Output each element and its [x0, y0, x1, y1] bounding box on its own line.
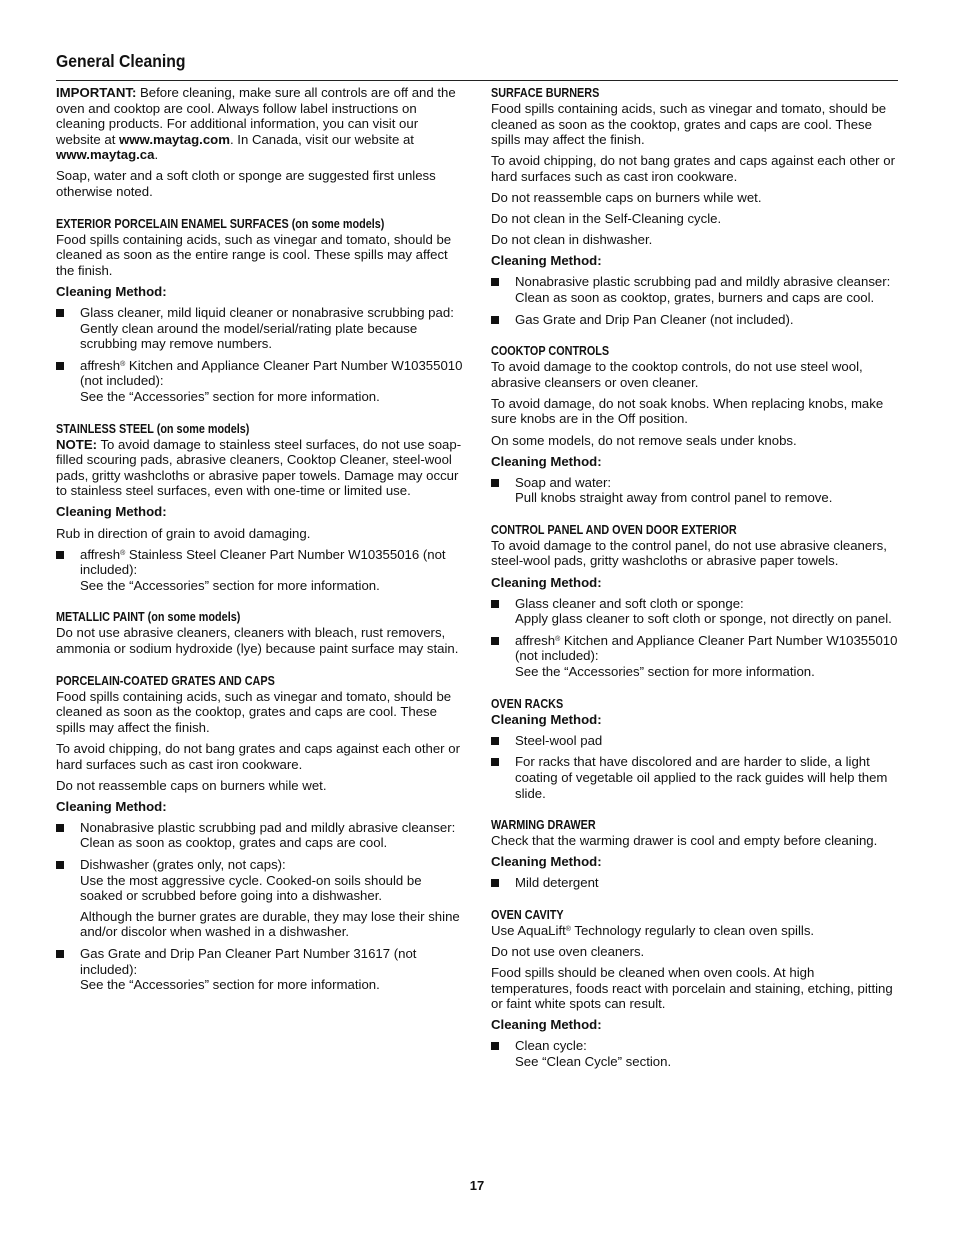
panel-p1: To avoid damage to the control panel, do not use abrasive cleaners, steel-wool pads, gritty washcloths or abrasive paper towels.: [491, 537, 887, 569]
cleaning-method-label: Cleaning Method:: [56, 798, 167, 814]
cavity-p2: Do not use oven cleaners.: [491, 943, 645, 959]
burners-p3: Do not reassemble caps on burners while wet.: [491, 189, 762, 205]
burners-p2: To avoid chipping, do not bang grates and caps against each other or hard surfaces such as cast iron cookware.: [491, 153, 895, 184]
controls-p1: To avoid damage to the cooktop controls, do not use steel wool, abrasive cleansers or oven cleaner.: [491, 359, 863, 390]
burners-p1: Food spills containing acids, such as vinegar and tomato, should be cleaned as soon as the cooktop, grates and caps are cool. These spills may affect the finish.: [491, 101, 887, 148]
important-text: Before cleaning, make sure all controls are off and the oven and cooktop are cool. Always follow label instructions on cleaning products. For additional information, you can visit our website at: [56, 85, 456, 147]
important-text-2: . In Canada, visit our website at: [229, 131, 414, 147]
bullet-icon: [56, 551, 64, 559]
list-item: Nonabrasive plastic scrubbing pad and mildly abrasive cleanser: Clean as soon as cooktop, grates, burners and caps are cool.: [491, 274, 898, 305]
page-number: 17: [469, 1178, 485, 1193]
important-paragraph: [56, 85, 463, 163]
stainless-rub: Rub in direction of grain to avoid damaging.: [56, 525, 311, 541]
grates-p2: To avoid chipping, do not bang grates and caps against each other or hard surfaces such as cast iron cookware.: [56, 740, 460, 772]
cleaning-method-label: Cleaning Method:: [491, 253, 602, 269]
bullet-icon: [491, 278, 499, 286]
list-item: Clean cycle: See “Clean Cycle” section.: [491, 1038, 898, 1069]
grates-p1: Food spills containing acids, such as vinegar and tomato, should be cleaned as soon as the cooktop, grates and caps are cool. These spills may affect the finish.: [56, 688, 452, 735]
bullet-icon: [56, 824, 64, 832]
controls-heading: COOKTOP CONTROLS: [491, 344, 610, 359]
drawer-p1: Check that the warming drawer is cool and empty before cleaning.: [491, 833, 878, 849]
bullet-icon: [56, 861, 64, 869]
cleaning-method-label: Cleaning Method:: [56, 504, 167, 520]
metallic-text: Do not use abrasive cleaners, cleaners with bleach, rust removers, ammonia or sodium hydroxide (lye) because paint surface may stain.: [56, 625, 459, 657]
grates-p3: Do not reassemble caps on burners while wet.: [56, 777, 327, 793]
bullet-icon: [491, 600, 499, 608]
maytag-us-link[interactable]: www.maytag.com: [119, 131, 230, 147]
bullet-icon: [56, 309, 64, 317]
bullet-icon: [491, 1042, 499, 1050]
bullet-icon: [56, 362, 64, 370]
right-column: [491, 85, 898, 1076]
stainless-note: NOTE: To avoid damage to stainless steel surfaces, do not use soap-filled scouring pads, abrasive cleaners, Cooktop Cleaner, steel-wool pads, gritty washcloths or abrasive paper towels. Damage may occur to stainless steel surfaces, even with one-time or limited use.: [56, 436, 462, 499]
bullet-icon: [491, 316, 499, 324]
cleaning-method-label: Cleaning Method:: [491, 453, 602, 469]
list-item: affresh® Kitchen and Appliance Cleaner Part Number W10355010 (not included): See the “Accessories” section for more information.: [56, 358, 463, 405]
page-title: General Cleaning: [56, 51, 186, 71]
bullet-icon: [56, 950, 64, 958]
list-item: Glass cleaner and soft cloth or sponge: Apply glass cleaner to soft cloth or sponge, not directly on panel.: [491, 596, 898, 627]
stainless-heading: STAINLESS STEEL (on some models): [56, 421, 250, 436]
controls-p2: To avoid damage, do not soak knobs. When replacing knobs, make sure knobs are in the Off position.: [491, 395, 884, 427]
soap-paragraph: Soap, water and a soft cloth or sponge are suggested first unless otherwise noted.: [56, 168, 436, 200]
maytag-ca-link[interactable]: www.maytag.ca: [56, 147, 155, 163]
list-item: For racks that have discolored and are harder to slide, a light coating of vegetable oil applied to the rack guides will help them slide.: [491, 754, 898, 801]
burners-p4: Do not clean in the Self-Cleaning cycle.: [491, 211, 722, 227]
bullet-icon: [491, 737, 499, 745]
cavity-p3: Food spills should be cleaned when oven cools. At high temperatures, foods react with porcelain and staining, etching, pitting or faint white spots can result.: [491, 965, 893, 1012]
list-item: Dishwasher (grates only, not caps): Use the most aggressive cycle. Cooked-on soils should be soaked or scrubbed before going into a dishwasher. Although the burner grates are durable, they may lose their shine and/or discolor when washed in a dishwasher.: [56, 857, 463, 940]
important-label: IMPORTANT:: [56, 85, 137, 100]
cleaning-method-label: Cleaning Method:: [491, 574, 602, 590]
bullet-icon: [491, 758, 499, 766]
list-item: Gas Grate and Drip Pan Cleaner Part Number 31617 (not included): See the “Accessories” section for more information.: [56, 946, 463, 993]
list-item: Soap and water: Pull knobs straight away from control panel to remove.: [491, 475, 898, 506]
burners-p5: Do not clean in dishwasher.: [491, 232, 653, 248]
burners-heading: SURFACE BURNERS: [491, 86, 600, 100]
header-rule: [56, 80, 898, 81]
cleaning-method-label: Cleaning Method:: [491, 711, 602, 727]
list-item: Steel-wool pad: [491, 733, 898, 749]
list-item: Glass cleaner, mild liquid cleaner or nonabrasive scrubbing pad: Gently clean around the model/serial/rating plate because scrubbing may remove numbers.: [56, 305, 463, 352]
drawer-heading: WARMING DRAWER: [491, 818, 596, 833]
porcelain-enamel-text: Food spills containing acids, such as vinegar and tomato, should be cleaned as soon as the entire range is cool. These spills may affect the finish.: [56, 231, 452, 278]
bullet-icon: [491, 879, 499, 887]
bullet-icon: [491, 637, 499, 645]
cleaning-method-label: Cleaning Method:: [491, 1017, 602, 1033]
cleaning-method-label: Cleaning Method:: [56, 283, 167, 299]
cleaning-method-label: Cleaning Method:: [491, 854, 602, 870]
list-item: Gas Grate and Drip Pan Cleaner (not included).: [491, 312, 898, 328]
list-item: affresh® Kitchen and Appliance Cleaner Part Number W10355010 (not included): See the “Accessories” section for more information.: [491, 633, 898, 680]
list-item: Nonabrasive plastic scrubbing pad and mildly abrasive cleanser: Clean as soon as cooktop, grates and caps are cool.: [56, 820, 463, 851]
cavity-p1: Use AquaLift® Technology regularly to clean oven spills.: [491, 922, 815, 938]
bullet-icon: [491, 479, 499, 487]
metallic-heading: METALLIC PAINT (on some models): [56, 610, 241, 625]
list-item: affresh® Stainless Steel Cleaner Part Number W10355016 (not included): See the “Accessories” section for more information.: [56, 547, 463, 594]
list-item: Mild detergent: [491, 875, 898, 891]
important-text-3: .: [154, 147, 159, 163]
left-column: [56, 85, 463, 999]
racks-heading: OVEN RACKS: [491, 696, 564, 711]
cavity-heading: OVEN CAVITY: [491, 907, 564, 922]
controls-p3: On some models, do not remove seals under knobs.: [491, 432, 797, 448]
panel-heading: CONTROL PANEL AND OVEN DOOR EXTERIOR: [491, 522, 737, 537]
grates-heading: PORCELAIN-COATED GRATES AND CAPS: [56, 673, 275, 688]
porcelain-enamel-heading: EXTERIOR PORCELAIN ENAMEL SURFACES (on some models): [56, 216, 385, 231]
